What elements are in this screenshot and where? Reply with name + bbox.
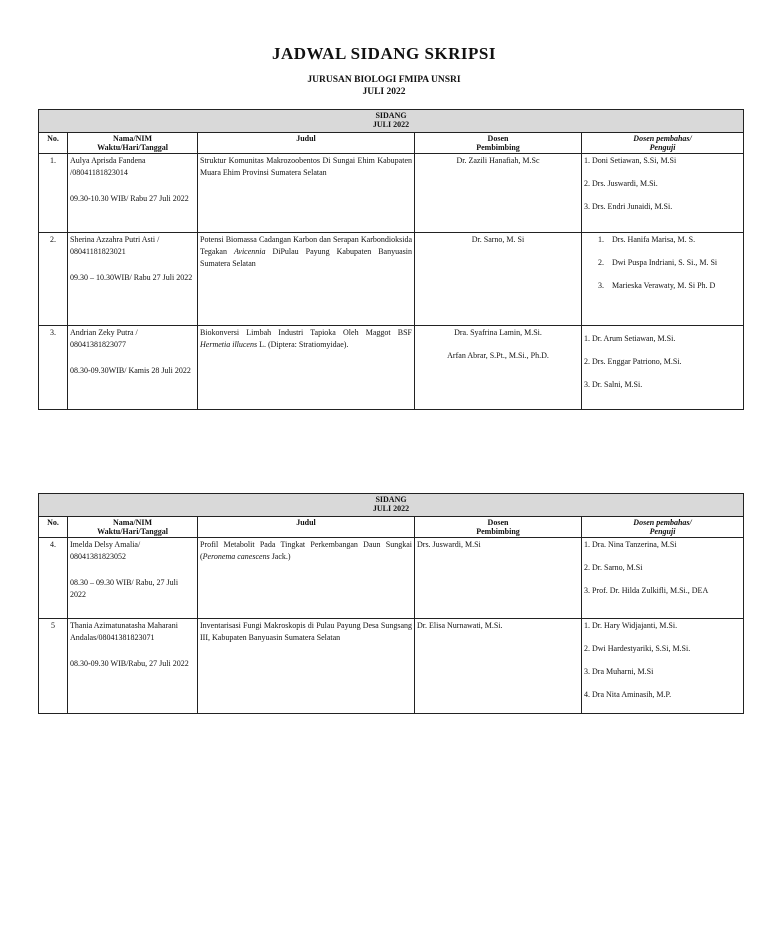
col-name-line1: Nama/NIM: [112, 134, 153, 143]
advisor-name: Dr. Sarno, M. Si: [471, 235, 525, 244]
examiner-name: 3. Dr. Salni, M.Si.: [584, 380, 643, 389]
title-text: L. (Diptera: Stratiomyidae).: [257, 340, 349, 349]
advisor-cell: [415, 619, 582, 714]
col-title: Judul: [198, 133, 415, 154]
col-no: No.: [39, 517, 68, 538]
row-number: 3.: [39, 326, 68, 410]
examiner-name: 2. Drs. Juswardi, M.Si.: [584, 179, 658, 188]
examiner-name: Marieska Verawaty, M. Si Ph. D: [612, 281, 716, 290]
session-time: 08.30 – 09.30 WIB/ Rabu, 27 Juli 2022: [70, 578, 179, 599]
banner-sidang: SIDANG: [375, 495, 407, 504]
examiner-name: 1. Dra. Nina Tanzerina, M.Si: [584, 540, 677, 549]
col-advisor: [415, 517, 582, 538]
table-row: [39, 538, 744, 619]
advisor-cell: [415, 154, 582, 233]
advisor-name: Dr. Elisa Nurnawati, M.Si.: [417, 621, 503, 630]
schedule-table-2: [38, 493, 744, 714]
banner-sidang: SIDANG: [375, 111, 407, 120]
examiner-name: 3. Dra Muharni, M.Si: [584, 667, 654, 676]
col-examiner-line2: Penguji: [649, 527, 676, 536]
title-text: Profil Metabolit Pada Tingkat Perkembangan Daun Sungkai (: [200, 540, 412, 561]
col-advisor-line2: Pembimbing: [476, 527, 520, 536]
examiner-name: 4. Dra Nita Aminasih, M.P.: [584, 690, 672, 699]
title-text: Struktur Komunitas Makrozoobentos Di Sungai Ehim Kabupaten Muara Ehim Provinsi Sumatera Selatan: [200, 156, 412, 177]
student-name: Andrian Zeky Putra / 08041381823077: [70, 328, 138, 349]
examiner-number: 1.: [598, 235, 604, 244]
department: JURUSAN BIOLOGI FMIPA UNSRI: [307, 75, 461, 85]
table-row: [39, 619, 744, 714]
page-subtitle: [0, 74, 768, 98]
col-title: Judul: [198, 517, 415, 538]
examiner-name: 2. Drs. Enggar Patriono, M.Si.: [584, 357, 682, 366]
examiner-item: [598, 257, 741, 269]
col-examiner-line1: Dosen pembahas/: [633, 134, 692, 143]
advisor-name: Dr. Zazili Hanafiah, M.Sc: [456, 156, 540, 165]
schedule-table-1: [38, 109, 744, 410]
table-header-row: [39, 133, 744, 154]
examiner-name: 1. Dr. Arum Setiawan, M.Si.: [584, 334, 676, 343]
thesis-title: [198, 619, 415, 714]
species-name: Peronema canescens: [202, 552, 270, 561]
species-name: Avicennia: [233, 247, 266, 256]
examiner-number: 2.: [598, 258, 604, 267]
col-name-line2: Waktu/Hari/Tanggal: [97, 527, 168, 536]
title-text: Biokonversi Limbah Industri Tapioka Oleh Maggot BSF: [200, 328, 412, 337]
col-no: No.: [39, 133, 68, 154]
title-text: Inventarisasi Fungi Makroskopis di Pulau Payung Desa Sungsang III, Kabupaten Banyuasin Sumatera Selatan: [200, 621, 412, 642]
title-text: Jack.): [269, 552, 291, 561]
session-time: 08.30-09.30WIB/ Kamis 28 Juli 2022: [70, 366, 191, 375]
student-cell: [68, 233, 198, 326]
species-name: Hermetia illucens: [200, 340, 258, 349]
table-header-row: [39, 517, 744, 538]
examiner-name: Drs. Hanifa Marisa, M. S.: [612, 235, 696, 244]
col-name: [68, 133, 198, 154]
examiner-item: [598, 234, 741, 246]
col-name-line2: Waktu/Hari/Tanggal: [97, 143, 168, 152]
advisor-cell: [415, 233, 582, 326]
advisor-cell: [415, 538, 582, 619]
thesis-title: [198, 154, 415, 233]
student-name: Aulya Aprisda Fandena /08041181823014: [70, 156, 146, 177]
page-title: JADWAL SIDANG SKRIPSI: [272, 44, 496, 63]
examiner-name: 1. Doni Setiawan, S.Si, M.Si: [584, 156, 677, 165]
col-examiner-line1: Dosen pembahas/: [633, 518, 692, 527]
thesis-title: [198, 233, 415, 326]
student-cell: [68, 619, 198, 714]
title-text: DiPulau Payung Kabupaten Banyuasin Sumatera Selatan: [200, 247, 412, 268]
student-name: Sherina Azzahra Putri Asti / 08041181823021: [70, 235, 160, 256]
banner-period: JULI 2022: [372, 120, 410, 129]
advisor-name: Drs. Juswardi, M.Si: [417, 540, 481, 549]
student-cell: [68, 154, 198, 233]
row-number: 5: [39, 619, 68, 714]
student-cell: [68, 538, 198, 619]
banner-period: JULI 2022: [372, 504, 410, 513]
thesis-title: [198, 326, 415, 410]
col-examiner: [582, 133, 744, 154]
col-advisor-line2: Pembimbing: [476, 143, 520, 152]
session-time: 08.30-09.30 WIB/Rabu, 27 Juli 2022: [70, 659, 189, 668]
examiner-cell: [582, 233, 744, 326]
row-number: 1.: [39, 154, 68, 233]
student-name: Imelda Delsy Amalia/ 08041381823052: [70, 540, 141, 561]
examiner-cell: [582, 154, 744, 233]
col-examiner: [582, 517, 744, 538]
examiner-name: 1. Dr. Hary Widjajanti, M.Si.: [584, 621, 678, 630]
col-examiner-line2: Penguji: [649, 143, 676, 152]
table-row: [39, 326, 744, 410]
examiner-item: [598, 280, 741, 292]
col-advisor-line1: Dosen: [487, 518, 509, 527]
advisor-cell: [415, 326, 582, 410]
col-advisor: [415, 133, 582, 154]
row-number: 4.: [39, 538, 68, 619]
examiner-name: 3. Drs. Endri Junaidi, M.Si.: [584, 202, 673, 211]
table-banner: [39, 110, 744, 133]
examiner-name: 3. Prof. Dr. Hilda Zulkifli, M.Si., DEA: [584, 586, 709, 595]
period: JULI 2022: [362, 87, 406, 97]
thesis-title: [198, 538, 415, 619]
title-text: Potensi Biomassa Cadangan Karbon dan Serapan Karbondioksida Tegakan: [200, 235, 412, 256]
student-name: Thania Azimatunatasha Maharani Andalas/08041381823071: [70, 621, 178, 642]
examiner-name: Dwi Puspa Indriani, S. Si., M. Si: [612, 258, 718, 267]
table-row: [39, 233, 744, 326]
col-name: [68, 517, 198, 538]
table-row: [39, 154, 744, 233]
advisor-name: Dra. Syafrina Lamin, M.Si.: [454, 328, 542, 337]
examiner-cell: [582, 538, 744, 619]
examiner-name: 2. Dwi Hardestyariki, S.Si, M.Si.: [584, 644, 691, 653]
table-banner: [39, 494, 744, 517]
advisor-name: Arfan Abrar, S.Pt., M.Si., Ph.D.: [447, 351, 549, 360]
col-name-line1: Nama/NIM: [112, 518, 153, 527]
examiner-name: 2. Dr. Sarno, M.Si: [584, 563, 643, 572]
examiner-cell: [582, 619, 744, 714]
student-cell: [68, 326, 198, 410]
row-number: 2.: [39, 233, 68, 326]
examiner-cell: [582, 326, 744, 410]
examiner-number: 3.: [598, 281, 604, 290]
session-time: 09.30-10.30 WIB/ Rabu 27 Juli 2022: [70, 194, 189, 203]
col-advisor-line1: Dosen: [487, 134, 509, 143]
session-time: 09.30 – 10.30WIB/ Rabu 27 Juli 2022: [70, 273, 193, 282]
